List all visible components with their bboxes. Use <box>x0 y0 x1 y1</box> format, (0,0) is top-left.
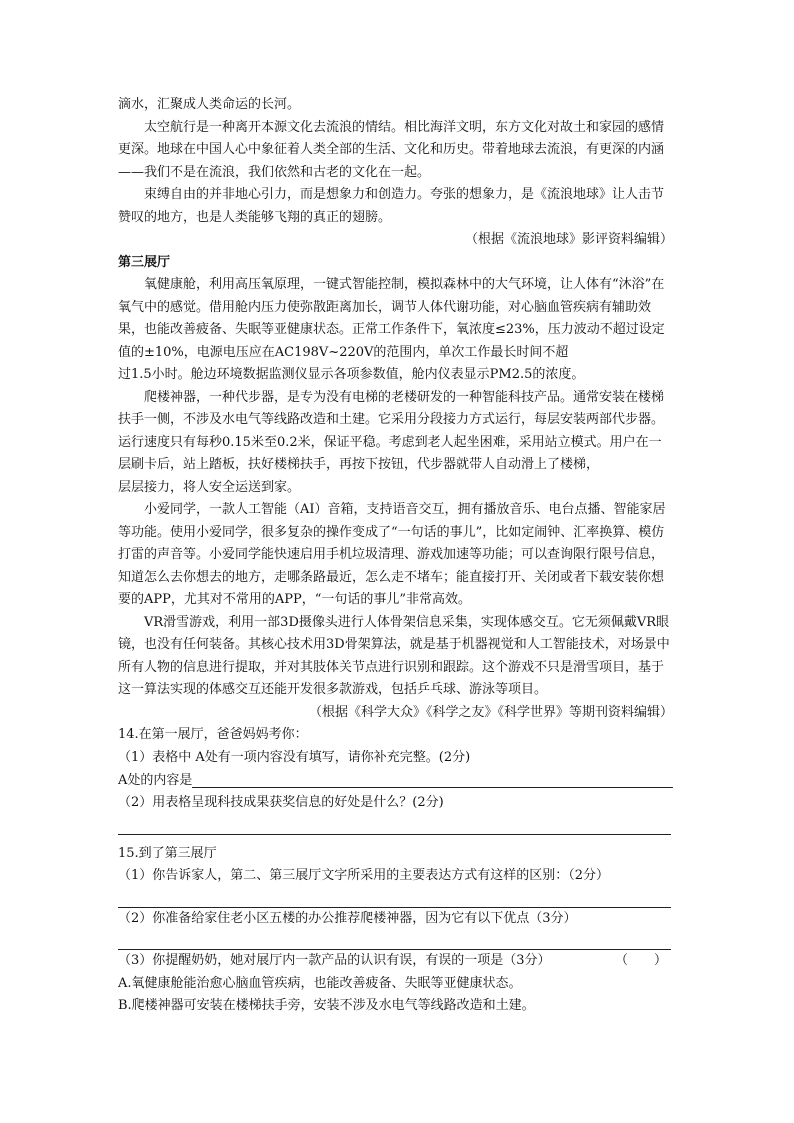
hall3-paragraph-xiaoai: 小爱同学，一款人工智能（AI）音箱，支持语音交互，拥有播放音乐、电台点播、智能家居等功能。使用小爱同学，很多复杂的操作变成了“一句话的事儿”，比如定闹钟、汇率换算、模仿打雷的声音等。小爱同学能快速启用手机垃圾清理、游戏加速等功能；可以查询限行限号信息，知道怎么去你想去的地方，走哪条路最近，怎么走不堵车；能直接打开、关闭或者下载安装你想要的APP，尤其对不常用的APP，“一句话的事儿”非常高效。 <box>118 502 666 607</box>
q14-answer-label: A处的内容是 <box>118 772 193 788</box>
hall2-paragraph-2: 束缚自由的并非地心引力，而是想象力和创造力。夸张的想象力，是《流浪地球》让人击节赞叹的地方，也是人类能够飞翔的真正的翅膀。 <box>118 187 665 225</box>
q15-sub1-answer-line[interactable] <box>118 888 671 908</box>
q15-stem: 15.到了第三展厅 <box>118 845 217 861</box>
hall2-source: （根据《流浪地球》影评资料编辑） <box>464 232 673 247</box>
hall3-paragraph-vr: VR滑雪游戏，利用一部3D摄像头进行人体骨架信息采集，实现体感交互。它无须佩戴VR眼镜，也没有任何装备。其核心技术用3D骨架算法，就是基于机器视觉和人工智能技术，对场景中所有人物的信息进行提取，并对其肢体关节点进行识别和跟踪。这个游戏不只是滑雪项目，基于这一算法实现的体感交互还能开发很多款游戏，包括乒乓球、游泳等项目。 <box>118 614 670 697</box>
document-page <box>118 94 673 1018</box>
q15-sub3-text: （3）你提醒奶奶，她对展厅内一款产品的认识有误，有误的一项是（3分） <box>118 953 551 968</box>
q14-sub2-answer-line[interactable] <box>118 815 671 835</box>
q14-sub2: （2）用表格呈现科技成果获奖信息的好处是什么？(2分) <box>118 795 444 810</box>
hall3-paragraph-oxygen-cont: 过1.5小时。舱边环境数据监测仪显示各项参数值，舱内仪表显示PM2.5的浓度。 <box>118 367 585 382</box>
q15-sub1: （1）你告诉家人，第二、第三展厅文字所采用的主要表达方式有这样的区别：（2分） <box>118 868 610 883</box>
hall3-title: 第三展厅 <box>118 254 171 270</box>
q15-sub2: （2）你准备给家住老小区五楼的办公推荐爬楼神器，因为它有以下优点（3分） <box>118 910 577 926</box>
q15-option-a: A.氧健康舱能治愈心脑血管疾病，也能改善疲备、失眠等亚健康状态。 <box>118 975 522 991</box>
hall3-paragraph-stair-cont: 层层接力，将人安全运送到家。 <box>118 479 301 495</box>
hall3-source: （根据《科学大众》《科学之友》《科学世界》等期刊资料编辑） <box>308 704 673 720</box>
q15-option-b: B.爬楼神器可安装在楼梯扶手旁，安装不涉及水电气等线路改造和土建。 <box>118 998 535 1013</box>
q15-sub2-answer-line[interactable] <box>118 930 671 950</box>
q15-sub3 <box>118 950 673 973</box>
q14-sub1: （1）表格中 A处有一项内容没有填写，请你补充完整。(2分) <box>118 749 471 765</box>
q14-answer-blank[interactable] <box>192 769 673 788</box>
q14-stem: 14.在第一展厅，爸爸妈妈考你： <box>118 727 308 742</box>
q14-answer-a[interactable] <box>118 769 673 792</box>
hall3-paragraph-oxygen: 氧健康舱，利用高压氧原理，一键式智能控制，模拟森林中的大气环境，让人体有“沐浴”在氧气中的感觉。借用舱内压力使弥散距离加长，调节人体代谢功能，对心脑血管疾病有辅助效果，也能改善疲备、失眠等亚健康状态。正常工作条件下，氧浓度≤23%，压力波动不超过设定值的±10%，电源电压应在AC198V~220V的范围内，单次工作最长时间不超 <box>118 277 665 360</box>
hall3-paragraph-stair: 爬楼神器，一种代步器，是专为没有电梯的老楼研发的一种智能科技产品。通常安装在楼梯扶手一侧，不涉及水电气等线路改造和土建。它采用分段接力方式运行，每层安装两部代步器。运行速度只有每秒0.15米至0.2米，保证平稳。考虑到老人起坐困难，采用站立模式。用户在一层刷卡后，站上踏板，扶好楼梯扶手，再按下按钮，代步器就带人自动滑上了楼梯， <box>118 389 665 472</box>
hall2-paragraph-0: 滴水，汇聚成人类命运的长河。 <box>118 97 301 112</box>
hall2-paragraph-1: 太空航行是一种离开本源文化去流浪的情结。相比海洋文明，东方文化对故土和家园的感情更深。地球在中国人心中象征着人类全部的生活、文化和历史。带着地球去流浪，有更深的内涵——我们不是在流浪，我们依然和古老的文化在一起。 <box>118 119 665 180</box>
q15-sub3-answer-paren[interactable]: （ ） <box>615 953 668 968</box>
